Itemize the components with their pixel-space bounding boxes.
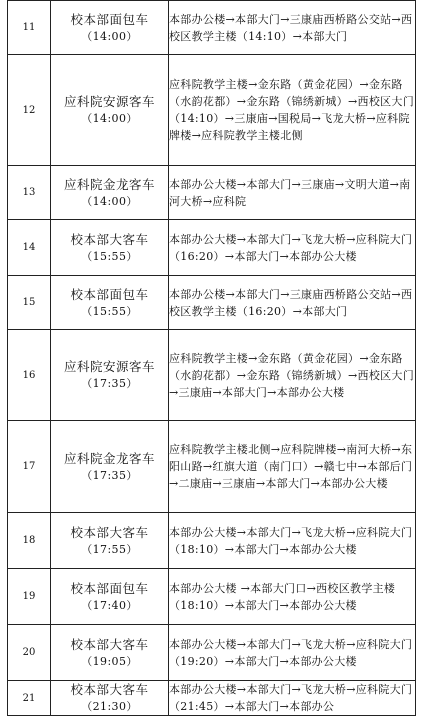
departure-time: （14:00） xyxy=(81,194,138,208)
table-row xyxy=(8,220,416,276)
table-row xyxy=(8,681,416,716)
bus-name: 应科院安源客车 xyxy=(63,359,155,374)
table-row xyxy=(8,166,416,220)
row-number: 18 xyxy=(8,513,51,569)
departure-time: （17:40） xyxy=(81,598,138,612)
row-number: 21 xyxy=(8,681,51,716)
route-description: 本部办公楼→本部大门→三康庙西桥路公交站→西校区教学主楼（16:20）→本部大门 xyxy=(169,276,416,330)
row-number: 15 xyxy=(8,276,51,330)
bus-cell xyxy=(51,1,169,55)
row-number: 12 xyxy=(8,55,51,166)
departure-time: （17:35） xyxy=(81,377,138,390)
bus-name: 应科院金龙客车 xyxy=(63,176,155,192)
departure-time: （21:30） xyxy=(81,700,138,713)
table-row xyxy=(8,1,416,55)
table-row xyxy=(8,330,416,421)
bus-name: 校本部大客车 xyxy=(70,231,149,247)
table-row xyxy=(8,513,416,569)
bus-cell xyxy=(51,330,169,421)
departure-time: （17:35） xyxy=(81,468,138,482)
route-description: 本部办公大楼→本部大门→飞龙大桥→应科院大门（19:20）→本部大门→本部办公大楼 xyxy=(169,625,416,681)
route-description: 本部办公大楼 →本部大门口→西校区教学主楼（18:10）→本部大门→本部办公大楼 xyxy=(169,569,416,625)
route-description: 本部办公大楼→本部大门→飞龙大桥→应科院大门（16:20）→本部大门→本部办公大楼 xyxy=(169,220,416,276)
bus-schedule-table xyxy=(7,0,416,716)
departure-time: （15:55） xyxy=(81,249,138,263)
departure-time: （19:05） xyxy=(81,654,138,668)
bus-cell xyxy=(51,421,169,513)
bus-name: 校本部面包车 xyxy=(70,11,149,27)
row-number: 13 xyxy=(8,166,51,220)
table-row xyxy=(8,569,416,625)
route-description: 应科院教学主楼→金东路（黄金花园）→金东路（水韵花都）→金东路（锦绣新城）→西校区大门→三康庙→本部大门→本部办公大楼 xyxy=(169,330,416,421)
table-row xyxy=(8,276,416,330)
table-row xyxy=(8,421,416,513)
bus-name: 校本部面包车 xyxy=(70,286,149,302)
bus-name: 校本部大客车 xyxy=(70,682,149,697)
row-number: 19 xyxy=(8,569,51,625)
bus-cell xyxy=(51,513,169,569)
row-number: 11 xyxy=(8,1,51,55)
bus-name: 校本部大客车 xyxy=(70,524,149,540)
bus-name: 应科院安源客车 xyxy=(63,94,155,109)
bus-cell xyxy=(51,55,169,166)
route-description: 本部办公楼→本部大门→三康庙西桥路公交站→西校区教学主楼（14:10）→本部大门 xyxy=(169,1,416,55)
row-number: 14 xyxy=(8,220,51,276)
bus-cell xyxy=(51,276,169,330)
departure-time: （14:00） xyxy=(81,29,138,43)
route-description: 应科院教学主楼→金东路（黄金花园）→金东路（水韵花都）→金东路（锦绣新城）→西校区大门（14:10）→三康庙→国税局→飞龙大桥→应科院牌楼→应科院教学主楼北侧 xyxy=(169,55,416,166)
bus-cell xyxy=(51,220,169,276)
bus-name: 校本部面包车 xyxy=(70,580,149,596)
route-description: 本部办公大楼→本部大门→飞龙大桥→应科院大门（18:10）→本部大门→本部办公大楼 xyxy=(169,513,416,569)
row-number: 16 xyxy=(8,330,51,421)
route-description: 本部办公大楼→本部大门→飞龙大桥→应科院大门（21:45）→本部大门→本部办公 xyxy=(169,681,416,716)
bus-name: 校本部大客车 xyxy=(70,636,149,652)
bus-cell xyxy=(51,166,169,220)
departure-time: （17:55） xyxy=(81,542,138,556)
departure-time: （15:55） xyxy=(81,304,138,318)
route-description: 本部办公大楼→本部大门→三康庙→文明大道→南河大桥→应科院 xyxy=(169,166,416,220)
table-row xyxy=(8,625,416,681)
route-description: 应科院教学主楼北侧→应科院牌楼→南河大桥→东阳山路→红旗大道（南门口）→赣七中→本部后门→二康庙→三康庙→本部大门→本部办公大楼 xyxy=(169,421,416,513)
bus-cell xyxy=(51,681,169,716)
table-row xyxy=(8,55,416,166)
bus-name: 应科院金龙客车 xyxy=(63,450,155,466)
bus-cell xyxy=(51,625,169,681)
row-number: 20 xyxy=(8,625,51,681)
row-number: 17 xyxy=(8,421,51,513)
departure-time: （14:00） xyxy=(81,112,138,125)
bus-cell xyxy=(51,569,169,625)
